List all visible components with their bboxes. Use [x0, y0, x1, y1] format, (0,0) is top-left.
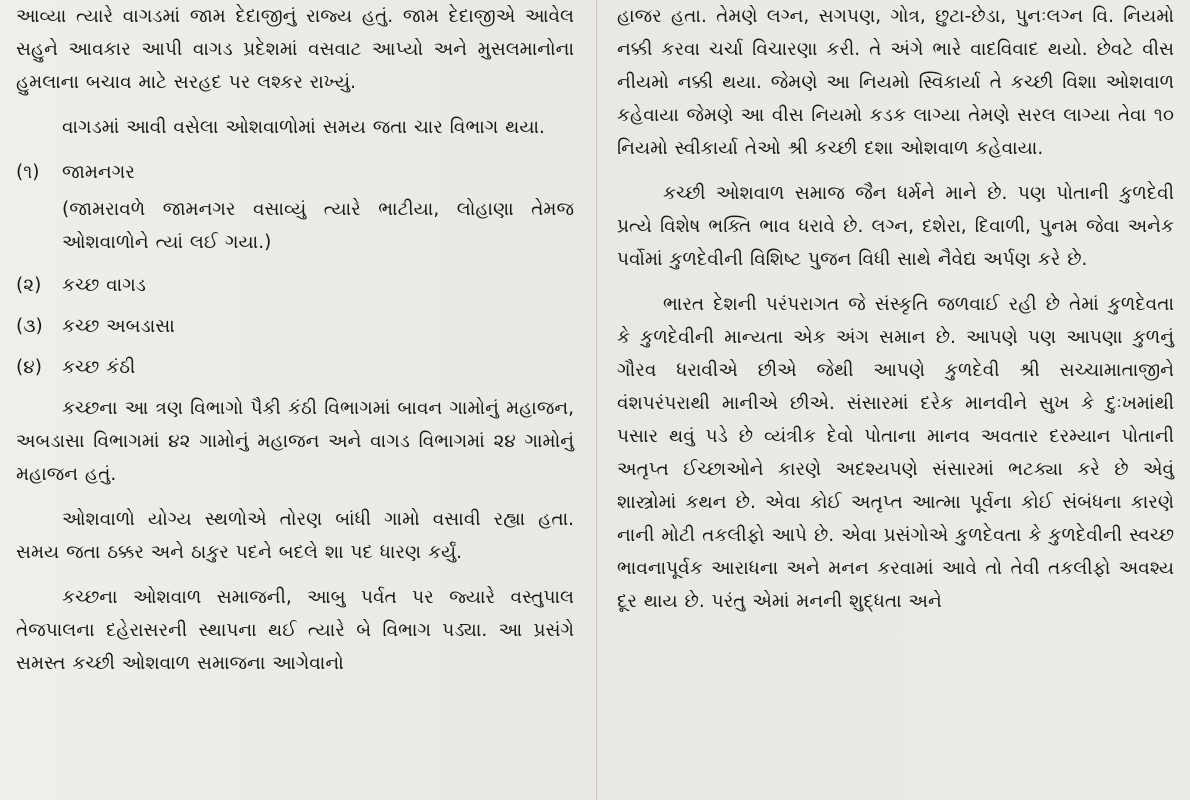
- right-paragraph-3: ભારત દેશની પરંપરાગત જે સંસ્કૃતિ જળવાઈ રહી છે તેમાં કુળદેવતા કે કુળદેવીની માન્યતા એક અંગ સમાન છે. આપણે પણ આપણા કુળનું ગૌરવ ધરાવીએ છીએ જેથી આપણે કુળદેવી શ્રી સચ્ચામાતાજીને વંશપરંપરાથી માનીએ છીએ. સંસારમાં દરેક માનવીને સુખ કે દુઃખમાંથી પસાર થવું પડે છે વ્યંત્રીક દેવો પોતાના માનવ અવતાર દરમ્યાન પોતાની અતૃપ્ત ઈચ્છાઓને કારણે અદશ્યપણે સંસારમાં ભટક્યા કરે છે એવું શાસ્ત્રોમાં કથન છે. એવા કોઈ અતૃપ્ત આત્મા પૂર્વના કોઈ સંબંધના કારણે નાની મોટી તકલીફો આપે છે. એવા પ્રસંગોએ કુળદેવતા કે કુળદેવીની સ્વચ્છ ભાવનાપૂર્વક આરાધના અને મનન કરવામાં આવે તો તેવી તકલીફો અવશ્ય દૂર થાય છે. પરંતુ એમાં મનની શુદ્ધતા અને: [617, 294, 1174, 612]
- list-text: કચ્છ અબડાસા: [62, 316, 175, 337]
- left-paragraph-4: ઓશવાળો યોગ્ય સ્થળોએ તોરણ બાંધી ગામો વસાવી રહ્યા હતા. સમય જતા ઠક્કર અને ઠાકુર પદને બદલે શા પદ ધારણ કર્યું.: [16, 509, 574, 563]
- left-paragraph-3: કચ્છના આ ત્રણ વિભાગો પૈકી કંઠી વિભાગમાં બાવન ગામોનું મહાજન, અબડાસા વિભાગમાં ૪૨ ગામોનું મહાજન અને વાગડ વિભાગમાં ૨૪ ગામોનું મહાજન હતું.: [16, 398, 574, 485]
- list-number: (૨): [16, 275, 42, 296]
- list-item-kutch-kanthi: [16, 351, 574, 384]
- list-text: કચ્છ વાગડ: [62, 275, 146, 296]
- list-item-jamnagar: [16, 156, 574, 189]
- right-paragraph-1: હાજર હતા. તેમણે લગ્ન, સગપણ, ગોત્ર, છુટા-છેડા, પુનઃલગ્ન વિ. નિયમો નક્કી કરવા ચર્ચા વિચારણા કરી. તે અંગે ભારે વાદવિવાદ થયો. છેવટે વીસ નીયમો નક્કી થયા. જેમણે આ નિયમો સ્વિકાર્યા તે કચ્છી વિશા ઓશવાળ કહેવાયા જેમણે આ વીસ નિયમો કડક લાગ્યા તેમણે સરલ લાગ્યા તેવા ૧૦ નિયમો સ્વીકાર્યા તેઓ શ્રી કચ્છી દશા ઓશવાળ કહેવાયા.: [617, 6, 1174, 159]
- list-item-kutch-abdasa: [16, 310, 574, 343]
- list-number: (૪): [16, 357, 42, 378]
- left-paragraph-5: કચ્છના ઓશવાળ સમાજની, આબુ પર્વત પર જ્યારે વસ્તુપાલ તેજપાલના દહેરાસરની સ્થાપના થઈ ત્યારે બે વિભાગ પડ્યા. આ પ્રસંગે સમસ્ત કચ્છી ઓશવાળ સમાજના આગેવાનો: [16, 587, 574, 674]
- list-text: જામનગર: [62, 162, 135, 183]
- list-item-kutch-vagad: [16, 269, 574, 302]
- left-paragraph-1: આવ્યા ત્યારે વાગડમાં જામ દેદાજીનું રાજ્ય હતું. જામ દેદાજીએ આવેલ સહુને આવકાર આપી વાગડ પ્રદેશમાં વસવાટ આપ્યો અને મુસલમાનોના હુમલાના બચાવ માટે સરહદ પર લશ્કર રાખ્યું.: [16, 6, 574, 93]
- left-paragraph-2: વાગડમાં આવી વસેલા ઓશવાળોમાં સમય જતા ચાર વિભાગ થયા.: [62, 117, 545, 138]
- right-column: [617, 0, 1174, 630]
- column-divider: [596, 0, 597, 800]
- list-number: (૧): [16, 162, 40, 183]
- list-number: (૩): [16, 316, 43, 337]
- right-paragraph-2: કચ્છી ઓશવાળ સમાજ જૈન ધર્મને માને છે. પણ પોતાની કુળદેવી પ્રત્યે વિશેષ ભક્તિ ભાવ ધરાવે છે. લગ્ન, દશેરા, દિવાળી, પુનમ જેવા અનેક પર્વોમાં કુળદેવીની વિશિષ્ટ પુજન વિધી સાથે નૈવેદ્ય અર્પણ કરે છે.: [617, 183, 1174, 270]
- list-note: (જામરાવળે જામનગર વસાવ્યું ત્યારે ભાટીયા, લોહાણા તેમજ ઓશવાળોને ત્યાં લઈ ગયા.): [62, 199, 574, 253]
- left-column: [16, 0, 574, 692]
- list-text: કચ્છ કંઠી: [62, 357, 136, 378]
